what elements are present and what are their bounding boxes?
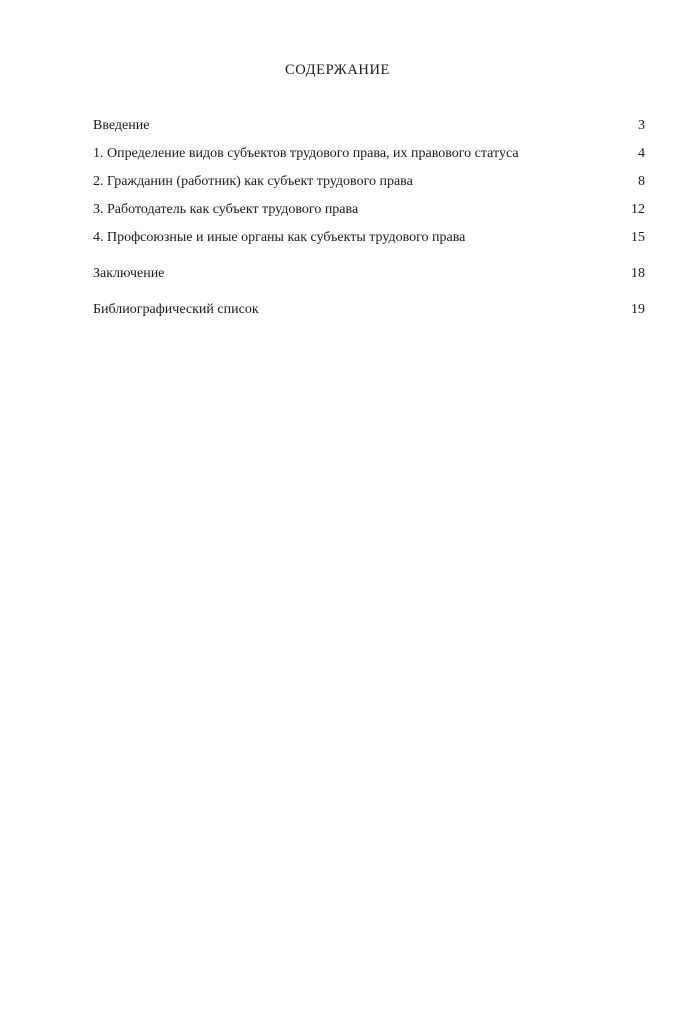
toc-entry[interactable] — [93, 119, 645, 133]
toc-entry[interactable] — [93, 231, 645, 245]
page-title: СОДЕРЖАНИЕ — [285, 62, 390, 78]
toc-entry-label: 1. Определение видов субъектов трудового права, их правового статуса — [93, 146, 519, 161]
toc-entry-page: 18 — [631, 266, 645, 281]
toc-entry[interactable] — [93, 267, 645, 281]
toc-entry-page: 8 — [638, 174, 645, 189]
toc-entry-label: 4. Профсоюзные и иные органы как субъекты трудового права — [93, 230, 466, 245]
toc-entry[interactable] — [93, 303, 645, 317]
toc-entry-page: 19 — [631, 302, 645, 317]
toc-entry-page: 12 — [631, 202, 645, 217]
toc-entry[interactable] — [93, 175, 645, 189]
toc-entry-label: Введение — [93, 118, 150, 133]
toc-entry-page: 15 — [631, 230, 645, 245]
toc-entry-page: 3 — [638, 118, 645, 133]
toc-entry-label: Заключение — [93, 266, 165, 281]
toc-entry-label: Библиографический список — [93, 302, 259, 317]
toc-entry-label: 2. Гражданин (работник) как субъект трудового права — [93, 174, 413, 189]
toc-entry-label: 3. Работодатель как субъект трудового права — [93, 202, 359, 217]
toc-entry-page: 4 — [638, 146, 645, 161]
toc-entry[interactable] — [93, 147, 645, 161]
toc-entry[interactable] — [93, 203, 645, 217]
document-page — [0, 62, 675, 1023]
table-of-contents — [0, 119, 675, 317]
